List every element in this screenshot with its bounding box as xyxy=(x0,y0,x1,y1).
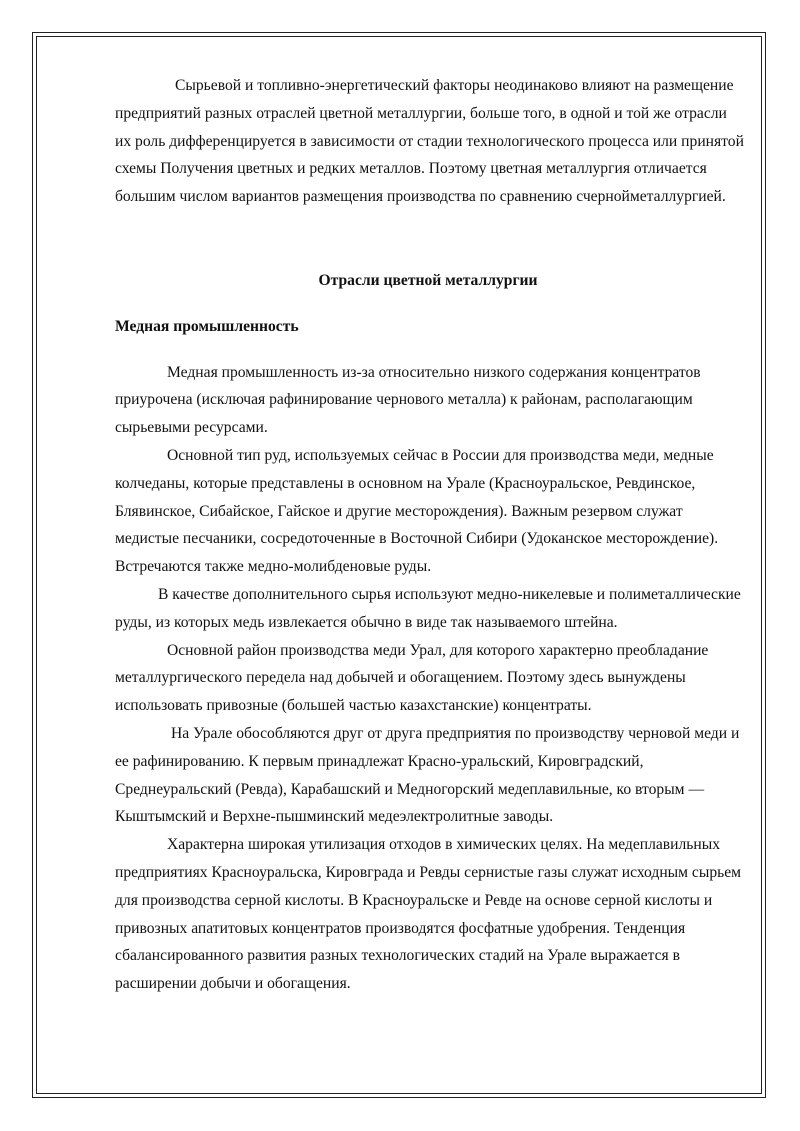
spacer xyxy=(115,341,745,359)
subsection-title: Медная промышленность xyxy=(115,317,299,335)
paragraph-ural-plants: На Урале обособляются друг от друга предприятия по производству черновой меди и ее рафинированию. К первым принадлежат Красно-уральский, Кировградский, Среднеуральский (Ревда), Карабашский и Медногорский медеплавильные, ко вторым — Кыштымский и Верхне-пышминский медеэлектролитные заводы. xyxy=(115,724,740,826)
paragraph-ore-types: Основной тип руд, используемых сейчас в России для производства меди, медные колчеданы, которые представлены в основном на Урале (Красноуральское, Ревдинское, Блявинское, Сибайское, Гайское и другие месторождения). Важным резервом служат медистые песчаники, сосредоточенные в Восточной Сибири (Удоканское месторождение). Встречаются также медно-молибденовые руды. xyxy=(115,446,719,576)
intro-paragraph: Сырьевой и топливно-энергетический факторы неодинаково влияют на размещение предприятий разных отраслей цветной металлургии, больше того, в одной и той же отрасли их роль дифференцируется в зависимости от стадии технологического процесса или принятой схемы Получения цветных и редких металлов. Поэтому цветная металлургия отличается большим числом вариантов размещения производства по сравнению счернойметаллургией. xyxy=(115,77,744,206)
section-title: Отрасли цветной металлургии xyxy=(318,271,538,289)
paragraph-waste-utilization: Характерна широкая утилизация отходов в химических целях. На медеплавильных предприятиях Красноуральска, Кировграда и Ревды сернистые газы служат исходным сырьем для производства серной кислоты. В Красноуральске и Ревде на основе серной кислоты и привозных апатитовых концентратов производятся фосфатные удобрения. Тенденция сбалансированного развития разных технологических стадий на Урале выражается в расширении добычи и обогащения. xyxy=(115,836,742,993)
spacer xyxy=(115,211,745,267)
spacer xyxy=(115,295,745,313)
paragraph-ural-region: Основной район производства меди Урал, для которого характерно преобладание металлургического передела над добычей и обогащением. Поэтому здесь вынуждены использовать привозные (большей частью казахстанские) концентраты. xyxy=(115,641,709,715)
paragraph-copper-industry: Медная промышленность из-за относительно низкого содержания концентратов приурочена (исключая рафинирование чернового металла) к районам, располагающим сырьевыми ресурсами. xyxy=(115,363,701,437)
paragraph-additional-raw: В качестве дополнительного сырья используют медно-никелевые и полиметаллические руды, из которых медь извлекается обычно в виде так называемого штейна. xyxy=(115,585,741,631)
document-body xyxy=(115,72,745,998)
